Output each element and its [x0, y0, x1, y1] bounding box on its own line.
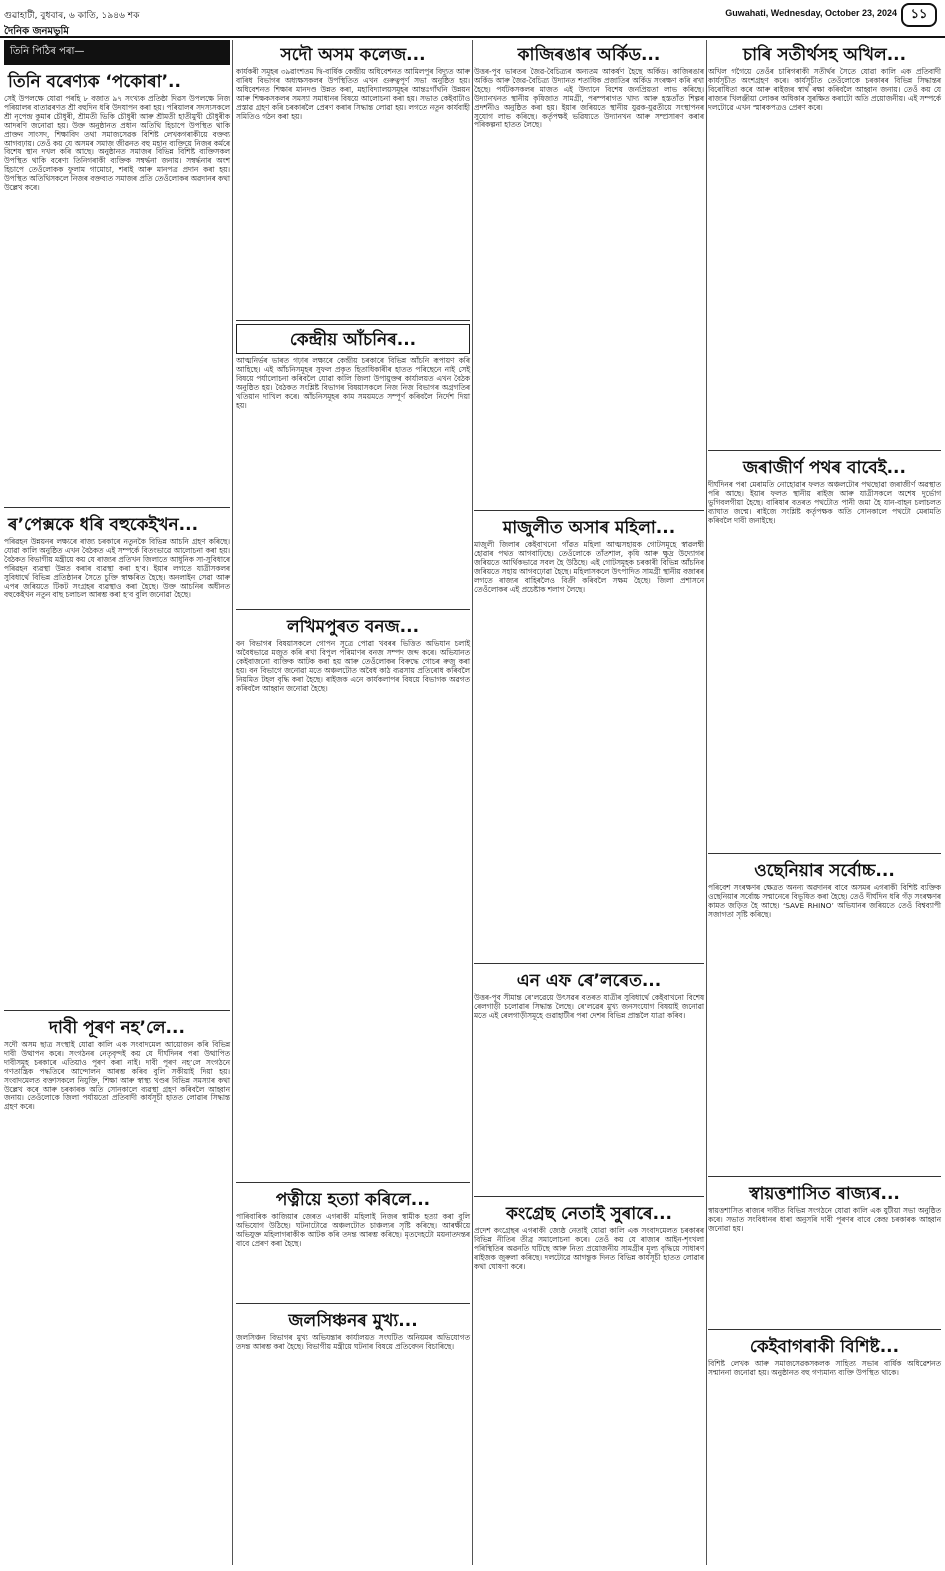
- header-rule: [0, 36, 945, 38]
- article-body: জলসিঞ্চন বিভাগৰ মুখ্য অভিযন্তাৰ কাৰ্যালয়ত সংঘটিত অনিয়মৰ অভিযোগত তদন্ত আৰম্ভ কৰা হৈছে। বিভাগীয় মন্ত্ৰীয়ে ঘটনাৰ বিষয়ে প্ৰতিবেদন বিচাৰিছে।: [236, 1333, 473, 1351]
- section-divider: [708, 853, 941, 854]
- article-headline[interactable]: মাজুলীত অসাৰ মহিলা...: [502, 518, 676, 538]
- section-divider: [236, 609, 470, 610]
- article-headline[interactable]: তিনি বৰেণ্যক ‘পকোৰা’..: [8, 72, 181, 92]
- section-divider: [474, 963, 704, 964]
- article-body: পাৰিবাৰিক কাজিয়াৰ জেৰত এগৰাকী মহিলাই নিজৰ স্বামীক হত্যা কৰা বুলি অভিযোগ উঠিছে। ঘটনাটোৱে অঞ্চলটোত চাঞ্চল্যৰ সৃষ্টি কৰিছে। আৰক্ষীয়ে অভিযুক্ত মহিলাগৰাকীক আটক কৰি তদন্ত আৰম্ভ কৰিছে। মৃতদেহটো ময়নাতদন্তৰ বাবে প্ৰেৰণ কৰা হৈছে।: [236, 1212, 473, 1248]
- article-body: আত্মনিৰ্ভৰ ভাৰত গঢ়াৰ লক্ষ্যৰে কেন্দ্ৰীয় চৰকাৰে বিভিন্ন আঁচনি ৰূপায়ণ কৰি আহিছে। এই আঁচনিসমূহৰ সুফল প্ৰকৃত হিতাধিকাৰীৰ হাতত পৰিছেনে নাই সেই বিষয়ে পৰ্যালোচনা কৰিবলৈ যোৱা কালি জিলা উপায়ুক্তৰ কাৰ্যালয়ত এখন বৈঠক অনুষ্ঠিত হয়। বৈঠকত সংশ্লিষ্ট বিভাগৰ বিষয়াসকলে নিজ নিজ বিভাগৰ অগ্ৰগতিৰ খতিয়ান দাখিল কৰে। আঁচনিসমূহৰ কাম সময়মতে সম্পূৰ্ণ কৰিবলৈ নিৰ্দেশ দিয়া হয়।: [236, 356, 473, 410]
- article-headline[interactable]: ৰ’পেক্সকে ধৰি বহুকেইখন...: [8, 515, 199, 535]
- section-divider: [708, 1176, 941, 1177]
- column-3: [474, 40, 707, 1565]
- section-divider: [236, 320, 470, 321]
- section-divider: [4, 507, 230, 508]
- section-divider: [474, 1196, 704, 1197]
- article-body: কাৰ্যকৰী সমূহৰ ৩৯ৱাংশতম দ্বি-বাৰ্ষিক কেন্দ্ৰীয় অধিবেশনত আমিলপুৰ বিদ্যুত আৰু বাৰিধ বিভাগৰ অধ্যক্ষসকলৰ উপস্থিতিত এখন গুৰুত্বপূৰ্ণ সভা অনুষ্ঠিত হয়। অধিবেশনত শিক্ষাৰ মানদণ্ড উন্নত কৰা, মহাবিদ্যালয়সমূহৰ আন্তঃগাঁথনি উন্নয়ন আৰু শিক্ষকসকলৰ সমস্যা সমাধানৰ বিষয়ে আলোচনা কৰা হয়। সভাত কেইবাটাও প্ৰস্তাৱ গ্ৰহণ কৰি চৰকাৰলৈ প্ৰেৰণ কৰাৰ সিদ্ধান্ত লোৱা হয়। লগতে নতুন কাৰ্যবাহী সমিতিও গঠন কৰা হয়।: [236, 67, 473, 121]
- article-headline[interactable]: পত্নীয়ে হত্যা কৰিলে...: [275, 1190, 431, 1210]
- article-body: দীৰ্ঘদিনৰ পৰা মেৰামতি নোহোৱাৰ ফলত অঞ্চলটোৰ পথছোৱা জৰাজীৰ্ণ অৱস্থাত পৰি আছে। ইয়াৰ ফলত স্থানীয় ৰাইজ আৰু যাত্ৰীসকলে অশেষ দুৰ্ভোগ ভুগিবলগীয়া হৈছে। বাৰিষাৰ বতৰত পথটোত পানী জমা হৈ যান-বাহন চলাচলত ব্যাঘাত জন্মে। ৰাইজে সংশ্লিষ্ট কৰ্তৃপক্ষক অতি সোনকালে পথটো মেৰামতি কৰিবলৈ দাবী জনাইছে।: [708, 480, 944, 525]
- article-body: বিশিষ্ট লেখক আৰু সমাজসেৱকসকলক সাহিত্য সভাৰ বাৰ্ষিক অধিৱেশনত সন্মাননা জনোৱা হয়। অনুষ্ঠানত বহু গণ্যমান্য ব্যক্তি উপস্থিত থাকে।: [708, 1359, 944, 1377]
- newspaper-name: দৈনিক জনমভূমি: [4, 26, 69, 37]
- column-divider: [472, 40, 473, 1565]
- article-body: উত্তৰ-পূব সীমান্ত ৰে’লৱেয়ে উৎসৱৰ বতৰত যাত্ৰীৰ সুবিধাৰ্থে কেইবাখনো বিশেষ ৰেলগাড়ী চলোৱাৰ সিদ্ধান্ত লৈছে। ৰে’লৱেৰ মুখ্য জনসংযোগ বিষয়াই জনোৱা মতে এই ৰেলগাড়ীসমূহে গুৱাহাটীৰ পৰা দেশৰ বিভিন্ন প্ৰান্তলৈ যাত্ৰা কৰিব।: [474, 993, 707, 1020]
- page-header: [0, 0, 945, 40]
- article-headline[interactable]: দাবী পূৰণ নহ’লে...: [49, 1018, 185, 1038]
- article-body: পৰিবেশ সংৰক্ষণৰ ক্ষেত্ৰত অনন্য অৱদানৰ বাবে অসমৰ এগৰাকী বিশিষ্ট ব্যক্তিক ওছেনিয়াৰ সৰ্বোচ্চ সন্মানেৰে বিভূষিত কৰা হৈছে। তেওঁ দীৰ্ঘদিন ধৰি গঁড় সংৰক্ষণৰ কামত জড়িত হৈ আছে। ‘SAVE RHINO’ অভিযানৰ জৰিয়তে তেওঁ বিশ্বব্যাপী সজাগতা সৃষ্টি কৰিছে।: [708, 883, 944, 919]
- section-divider: [236, 1182, 470, 1183]
- section-divider: [4, 1010, 230, 1011]
- column-4: [708, 40, 944, 1565]
- article-headline[interactable]: এন এফ ৰে’লৰেত...: [516, 971, 662, 991]
- continued-band: তিনি পিঠিৰ পৰা—: [4, 40, 230, 65]
- article-body: পৰিৱহন উন্নয়নৰ লক্ষ্যৰে ৰাজ্য চৰকাৰে নতুনকৈ বিভিন্ন আচনি গ্ৰহণ কৰিছে। যোৱা কালি অনুষ্ঠিত এখন বৈঠকত এই সম্পৰ্কে বিতংভাৱে আলোচনা কৰা হয়। বৈঠকত বিভাগীয় মন্ত্ৰীয়ে কয় যে ৰাজ্যৰ প্ৰতিখন জিলাতে আধুনিক সা-সুবিধাৰে পৰিৱহন ব্যৱস্থা উন্নত কৰাৰ ব্যৱস্থা কৰা হ’ব। ইয়াৰ লগতে যাত্ৰীসকলৰ সুবিধাৰ্থে বিভিন্ন প্ৰতিষ্ঠানৰ সৈতে চুক্তি স্বাক্ষৰিত হৈছে। অনলাইন সেৱা আৰু এপৰ জৰিয়তে টিকট সংগ্ৰহৰ ব্যৱস্থাও কৰা হৈছে। উক্ত আচনিৰ অধীনত বহুকেইখন নতুন বাছ চলাচল আৰম্ভ কৰা হ’ব বুলি জনোৱা হৈছে।: [4, 537, 233, 600]
- section-divider: [474, 510, 704, 511]
- article-headline[interactable]: কেইবাগৰাকী বিশিষ্ট...: [749, 1337, 900, 1357]
- article-body: সদৌ অসম ছাত্ৰ সংস্থাই যোৱা কালি এক সংবাদমেল আয়োজন কৰি বিভিন্ন দাবী উত্থাপন কৰে। সংগঠনৰ নেতৃবৃন্দই কয় যে দীৰ্ঘদিনৰ পৰা উত্থাপিত দাবীসমূহ চৰকাৰে এতিয়াও পূৰণ কৰা নাই। দাবী পূৰণ নহ’লে সংগঠনে গণতান্ত্ৰিক পদ্ধতিৰে আন্দোলন আৰম্ভ কৰিব বুলি সকীয়াই দিয়া হয়। সংবাদমেলত বক্তাসকলে নিযুক্তি, শিক্ষা আৰু স্বাস্থ্য খণ্ডৰ বিভিন্ন সমস্যাৰ কথা উল্লেখ কৰে আৰু চৰকাৰক অতি সোনকালে ব্যৱস্থা গ্ৰহণ কৰিবলৈ আহ্বান জনায়। তেওঁলোকে জিলা পৰ্যায়তো প্ৰতিবাদী কাৰ্যসূচী হাতত লোৱাৰ সিদ্ধান্ত গ্ৰহণ কৰে।: [4, 1040, 233, 1112]
- header-date-assamese: গুৱাহাটী, বুধবাৰ, ৬ কাতি, ১৯৪৬ শক: [4, 11, 140, 21]
- article-body: সেই উপলক্ষে যোৱা পৰহি ৮ বজাত ৯৭ সংখ্যক প্ৰতিষ্ঠা দিৱস উপলক্ষে নিজ পৰিয়ালৰ বাতাৱৰণত শ্ৰী বহুদিন ধৰি উদযাপন কৰা হয়। পৰিয়ালৰ সদস্যসকলে শ্ৰী নৃপেন্দ্ৰ কুমাৰ চৌধুৰী, শ্ৰীমতী ভিকি চৌধুৰী আৰু শ্ৰীমতী হাতীমুখী চৌধুৰীক আদৰণি জনোৱা হয়। উক্ত অনুষ্ঠানত প্ৰধান অতিথি হিচাপে উপস্থিত থাকি প্ৰাক্তন সাংসদ, শিক্ষাবিদ তথা সমাজসেৱক বিশিষ্ট লেখকগৰাকীয়ে বক্তব্য আগবঢ়ায়। তেওঁ কয় যে অসমৰ সমাজ জীৱনত বহু মহান ব্যক্তিয়ে নিজৰ কৰ্মৰে বিশেষ স্থান দখল কৰি আছে। অনুষ্ঠানত সমাজৰ বিভিন্ন বিশিষ্ট ব্যক্তিসকল উপস্থিত থাকি বৰেণ্য তিনিগৰাকী ব্যক্তিক সম্বৰ্দ্ধনা জনায়। সম্বৰ্দ্ধনাৰ অংশ হিচাপে তেওঁলোকক ফুলাম গামোচা, শৰাই আৰু মানপত্ৰ প্ৰদান কৰা হয়। উপস্থিত অতিথিসকলে নিজৰ বক্তব্যত সমাজৰ প্ৰতি তেওঁলোকৰ অৱদানৰ কথা উল্লেখ কৰে।: [4, 94, 233, 193]
- section-divider: [708, 450, 941, 451]
- column-divider: [232, 40, 233, 1565]
- article-headline[interactable]: জৰাজীৰ্ণ পথৰ বাবেই...: [743, 458, 906, 478]
- article-body: উত্তৰ-পূব ভাৰতৰ জৈৱ-বৈচিত্ৰ্যৰ অন্যতম আকৰ্ষণ হৈছে অৰ্কিড। কাজিৰঙাৰ অৰ্কিড আৰু জৈৱ-বৈচিত্ৰ্য উদ্যানত শতাধিক প্ৰজাতিৰ অৰ্কিড সংৰক্ষণ কৰি ৰখা হৈছে। পৰ্যটকসকলৰ মাজত এই উদ্যানে বিশেষ জনপ্ৰিয়তা লাভ কৰিছে। উদ্যানখনত স্থানীয় কৃষিজাত সামগ্ৰী, পৰম্পৰাগত খাদ্য আৰু হস্ততাঁত শিল্পৰ প্ৰদৰ্শনীও অনুষ্ঠিত কৰা হয়। ইয়াৰ জৰিয়তে স্থানীয় যুৱক-যুৱতীয়ে সংস্থাপনৰ সুযোগ লাভ কৰিছে। কৰ্তৃপক্ষই ভৱিষ্যতে উদ্যানখন আৰু সম্প্ৰসাৰণ কৰাৰ পৰিকল্পনা হাতত লৈছে।: [474, 67, 707, 130]
- section-divider: [708, 1329, 941, 1330]
- article-headline[interactable]: সদৌ অসম কলেজ...: [280, 45, 426, 65]
- article-headline[interactable]: কাজিৰঙাৰ অৰ্কিড...: [517, 45, 661, 65]
- article-headline[interactable]: কংগ্ৰেছ নেতাই সুৰাৰে...: [506, 1204, 672, 1224]
- page-number: ১১: [901, 3, 937, 27]
- article-body: স্বায়ত্তশাসিত ৰাজ্যৰ দাবীত বিভিন্ন সংগঠনে যোৱা কালি এক যুটীয়া সভা অনুষ্ঠিত কৰে। সভাত সংবিধানৰ ধাৰা অনুসৰি দাবী পূৰণৰ বাবে কেন্দ্ৰ চৰকাৰক আহ্বান জনোৱা হয়।: [708, 1206, 944, 1233]
- article-body: মাজুলী জিলাৰ কেইবাখনো গাঁৱত মহিলা আত্মসহায়ক গোটসমূহে স্বাৱলম্বী হোৱাৰ পথত আগবাঢ়িছে। তেওঁলোকে তাঁতশাল, কৃষি আৰু ক্ষুদ্ৰ উদ্যোগৰ জৰিয়তে আৰ্থিকভাৱে সবল হৈ উঠিছে। এই গোটসমূহক চৰকাৰী বিভিন্ন আঁচনিৰ জৰিয়তে সহায় আগবঢ়োৱা হৈছে। মহিলাসকলে উৎপাদিত সামগ্ৰী স্থানীয় বজাৰৰ লগতে ৰাজ্যৰ বাহিৰলৈও বিক্ৰী কৰিবলৈ সক্ষম হৈছে। জিলা প্ৰশাসনে তেওঁলোকৰ এই প্ৰচেষ্টাক শলাগ লৈছে।: [474, 540, 707, 594]
- column-2: [236, 40, 473, 1565]
- article-headline[interactable]: স্বায়ত্তশাসিত ৰাজ্যৰ...: [749, 1184, 900, 1204]
- article-headline[interactable]: লখিমপুৰত বনজ...: [286, 617, 420, 637]
- article-headline[interactable]: জলসিঞ্চনৰ মুখ্য...: [288, 1311, 418, 1331]
- article-headline[interactable]: চাৰি সতীৰ্থসহ অখিল...: [742, 45, 907, 65]
- column-divider: [706, 40, 707, 1565]
- column-1: [4, 40, 233, 1565]
- article-headline[interactable]: ওছেনিয়াৰ সৰ্বোচ্চ...: [754, 861, 895, 881]
- article-body: অখিল গগৈয়ে তেওঁৰ চাৰিগৰাকী সতীৰ্থৰ সৈতে যোৱা কালি এক প্ৰতিবাদী কাৰ্যসূচীত অংশগ্ৰহণ কৰে। কাৰ্যসূচীত তেওঁলোকে চৰকাৰৰ বিভিন্ন সিদ্ধান্তৰ বিৰোধিতা কৰে আৰু ৰাইজৰ স্বাৰ্থ ৰক্ষা কৰিবলৈ আহ্বান জনায়। তেওঁ কয় যে ৰাজ্যৰ খিলঞ্জীয়া লোকৰ অধিকাৰ সুৰক্ষিত কৰাটো অতি প্ৰয়োজনীয়। এই সম্পৰ্কে দলটোৱে এখন স্মাৰকপত্ৰও প্ৰেৰণ কৰে।: [708, 67, 944, 112]
- section-divider: [236, 1303, 470, 1304]
- article-body: প্ৰদেশ কংগ্ৰেছৰ এগৰাকী জ্যেষ্ঠ নেতাই যোৱা কালি এক সংবাদমেলত চৰকাৰৰ বিভিন্ন নীতিৰ তীব্ৰ সমালোচনা কৰে। তেওঁ কয় যে ৰাজ্যৰ আইন-শৃংখলা পৰিস্থিতিৰ অৱনতি ঘটিছে আৰু নিত্য প্ৰয়োজনীয় সামগ্ৰীৰ মূল্য বৃদ্ধিয়ে সাধাৰণ ৰাইজক জুৰুলা কৰিছে। দলটোৱে আগন্তুক দিনত বিভিন্ন কাৰ্যসূচী হাতত লোৱাৰ কথা ঘোষণা কৰে।: [474, 1226, 707, 1271]
- article-body: বন বিভাগৰ বিষয়াসকলে গোপন সূত্ৰে পোৱা খবৰৰ ভিত্তিত অভিযান চলাই অবৈধভাৱে মজুত কৰি ৰখা বিপুল পৰিমাণৰ বনজ সম্পদ জব্দ কৰে। অভিযানত কেইবাজনো ব্যক্তিক আটক কৰা হয় আৰু তেওঁলোকৰ বিৰুদ্ধে গোচৰ ৰুজু কৰা হয়। বন বিভাগে জনোৱা মতে অঞ্চলটোত অবৈধ কাঠ ব্যৱসায় প্ৰতিৰোধ কৰিবলৈ নিয়মিত টহল বৃদ্ধি কৰা হৈছে। ৰাইজক এনে কাৰ্যকলাপৰ বিষয়ে বিভাগক অৱগত কৰিবলৈ আহ্বান জনোৱা হৈছে।: [236, 639, 473, 693]
- header-date-english: Guwahati, Wednesday, October 23, 2024: [725, 8, 897, 18]
- article-headline[interactable]: কেন্দ্ৰীয় আঁচনিৰ...: [236, 324, 470, 354]
